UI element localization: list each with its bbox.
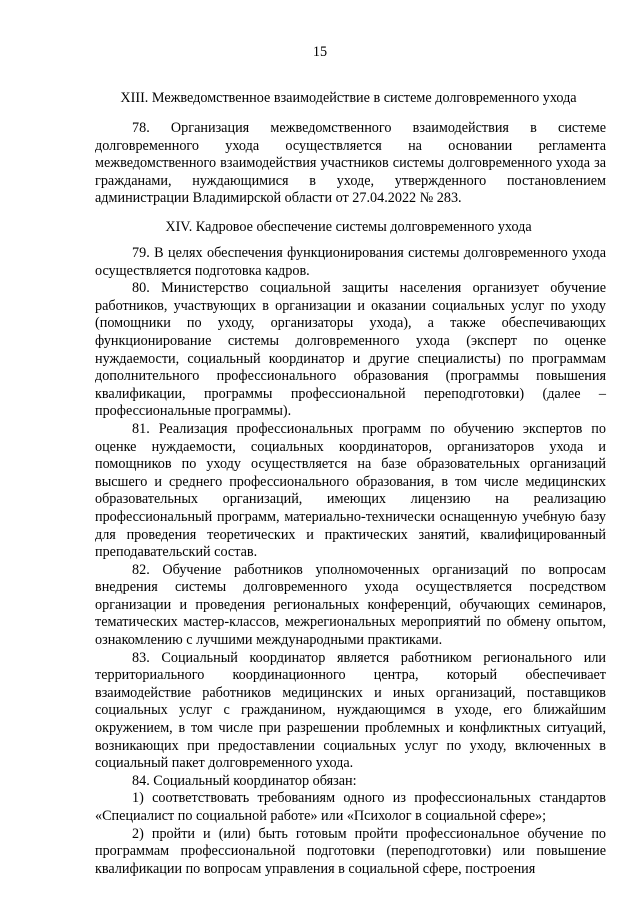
paragraph-79: 79. В целях обеспечения функционирования системы долговременного ухода осуществляется подготовка кадров. bbox=[95, 245, 606, 279]
page-number: 15 bbox=[312, 44, 328, 60]
paragraph-83: 83. Социальный координатор является работником регионального или территориального координационного центра, который обеспечивает взаимодействие работников медицинских и иных организаций, поставщиков социальных услуг с гражданином, нуждающимся в уходе, его ближайшим окружением, в том числе при разрешении проблемных и конфликтных ситуаций, возникающих при предоставлении социальных услуг по уходу, включенных в социальный пакет долговременного ухода. bbox=[95, 649, 606, 772]
section-14-title: XIV. Кадровое обеспечение системы долговременного ухода bbox=[165, 219, 532, 235]
paragraph-80: 80. Министерство социальной защиты населения организует обучение работников, участвующих в организации и оказании социальных услуг по уходу (помощники по уходу, организаторы ухода), а также обеспечивающих функционирование системы долговременного ухода (эксперт по оценке нуждаемости, социальный координатор и другие специалисты) по программам дополнительного профессионального образования (программы повышения квалификации, программы профессиональной переподготовки) (далее – профессиональные программы). bbox=[95, 280, 606, 420]
paragraph-78: 78. Организация межведомственного взаимодействия в системе долговременного ухода осуществляется на основании регламента межведомственного взаимодействия участников системы долговременного ухода за гражданами, нуждающимися в уходе, утвержденного постановлением администрации Владимирской области от 27.04.2022 № 283. bbox=[95, 120, 606, 207]
paragraph-84: 84. Социальный координатор обязан: bbox=[132, 772, 357, 789]
section-13-body bbox=[95, 120, 606, 208]
section-13-title: XIII. Межведомственное взаимодействие в системе долговременного ухода bbox=[120, 90, 577, 106]
paragraph-81: 81. Реализация профессиональных программ по обучению экспертов по оценке нуждаемости, социальных координаторов, организаторов ухода и помощников по уходу осуществляется на базе образовательных организаций высшего и среднего профессионального образования, в том числе медицинских образовательных организаций, имеющих лицензию на реализацию профессиональный программ, материально-технически оснащенную учебную базу для проведения теоретических и практических занятий, квалифицированный преподавательский состав. bbox=[95, 420, 606, 561]
paragraph-82: 82. Обучение работников уполномоченных организаций по вопросам внедрения системы долговременного ухода осуществляется посредством организации и проведения региональных конференций, обучающих семинаров, тематических мастер-классов, межрегиональных мероприятий по обмену опытом, ознакомлению с лучшими международными практиками. bbox=[95, 561, 606, 649]
section-14-body bbox=[95, 245, 606, 878]
paragraph-84-item-2: 2) пройти и (или) быть готовым пройти профессиональное обучение по программам профессиональной подготовки (переподготовки) или повышение квалификации по вопросам управления в социальной сфере, построения bbox=[95, 825, 606, 877]
paragraph-84-item-1: 1) соответствовать требованиям одного из профессиональных стандартов «Специалист по социальной работе» или «Психолог в социальной сфере»; bbox=[95, 790, 606, 824]
